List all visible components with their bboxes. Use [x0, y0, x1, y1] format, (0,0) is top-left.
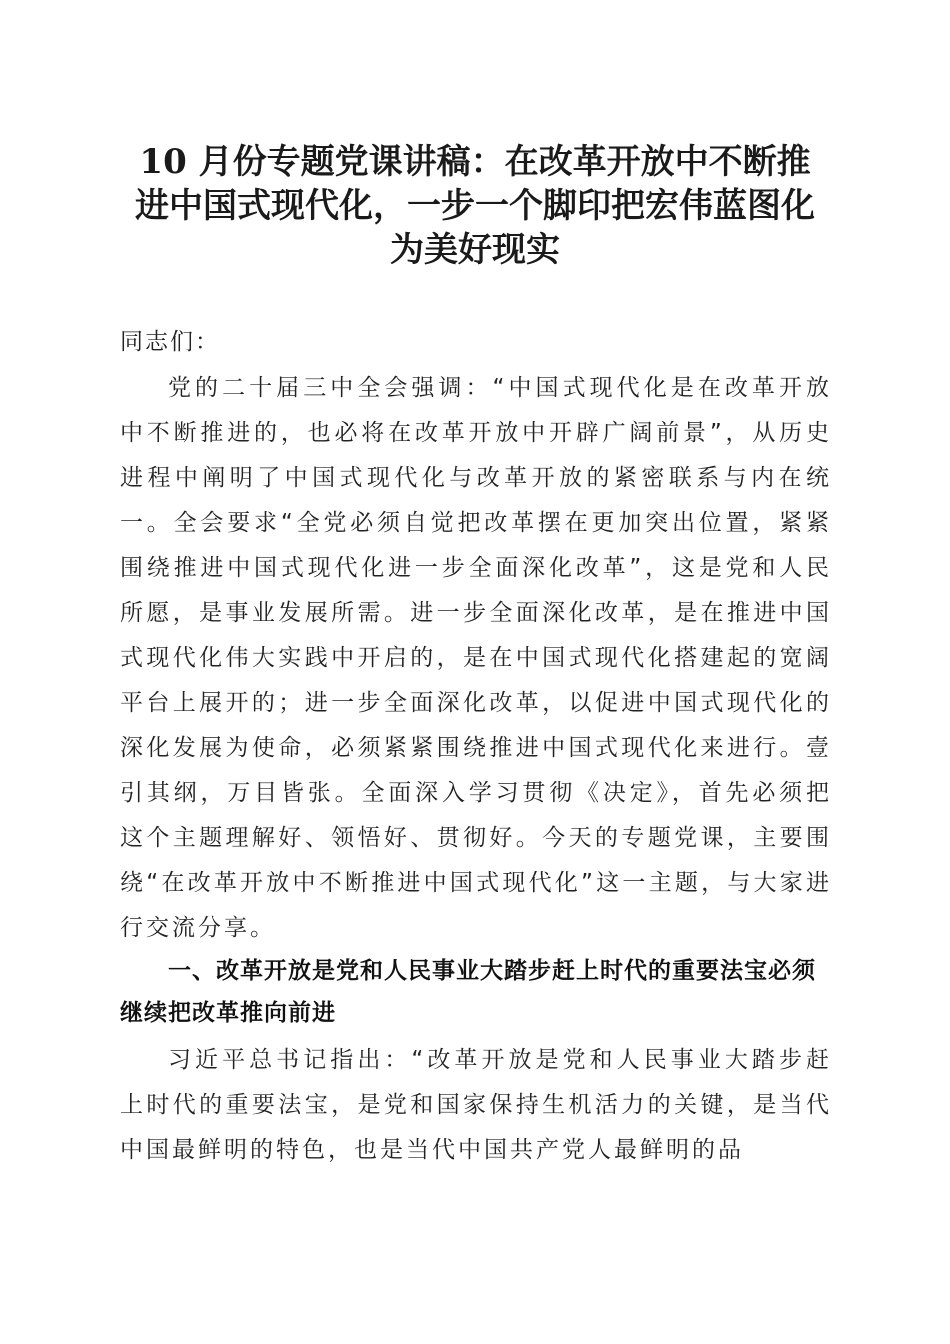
- paragraph-intro: 党的二十届三中全会强调：“中国式现代化是在改革开放中不断推进的，也必将在改革开放中开辟广阔前景”，从历史进程中阐明了中国式现代化与改革开放的紧密联系与内在统一。全会要求“全党必须自觉把改革摆在更加突出位置，紧紧围绕推进中国式现代化进一步全面深化改革”，这是党和人民所愿，是事业发展所需。进一步全面深化改革，是在推进中国式现代化伟大实践中开启的，是在中国式现代化搭建起的宽阔平台上展开的；进一步全面深化改革，以促进中国式现代化的深化发展为使命，必须紧紧围绕推进中国式现代化来进行。壹引其纲，万目皆张。全面深入学习贯彻《决定》，首先必须把这个主题理解好、领悟好、贯彻好。今天的专题党课，主要围绕“在改革开放中不断推进中国式现代化”这一主题，与大家进行交流分享。: [120, 375, 832, 941]
- title-line-3: 为美好现实: [390, 230, 560, 270]
- document-title: [100, 140, 850, 272]
- title-line-2: 进中国式现代化，一步一个脚印把宏伟蓝图化: [135, 186, 815, 226]
- salutation: 同志们：: [120, 329, 220, 355]
- paragraph-section-1: 习近平总书记指出：“改革开放是党和人民事业大踏步赶上时代的重要法宝，是党和国家保持生机活力的关键，是当代中国最鲜明的特色，也是当代中国共产党人最鲜明的品: [120, 1047, 832, 1163]
- section-heading-1: 一、改革开放是党和人民事业大踏步赶上时代的重要法宝必须继续把改革推向前进: [120, 958, 816, 1026]
- title-line-1: 10 月份专题党课讲稿：在改革开放中不断推: [139, 142, 811, 182]
